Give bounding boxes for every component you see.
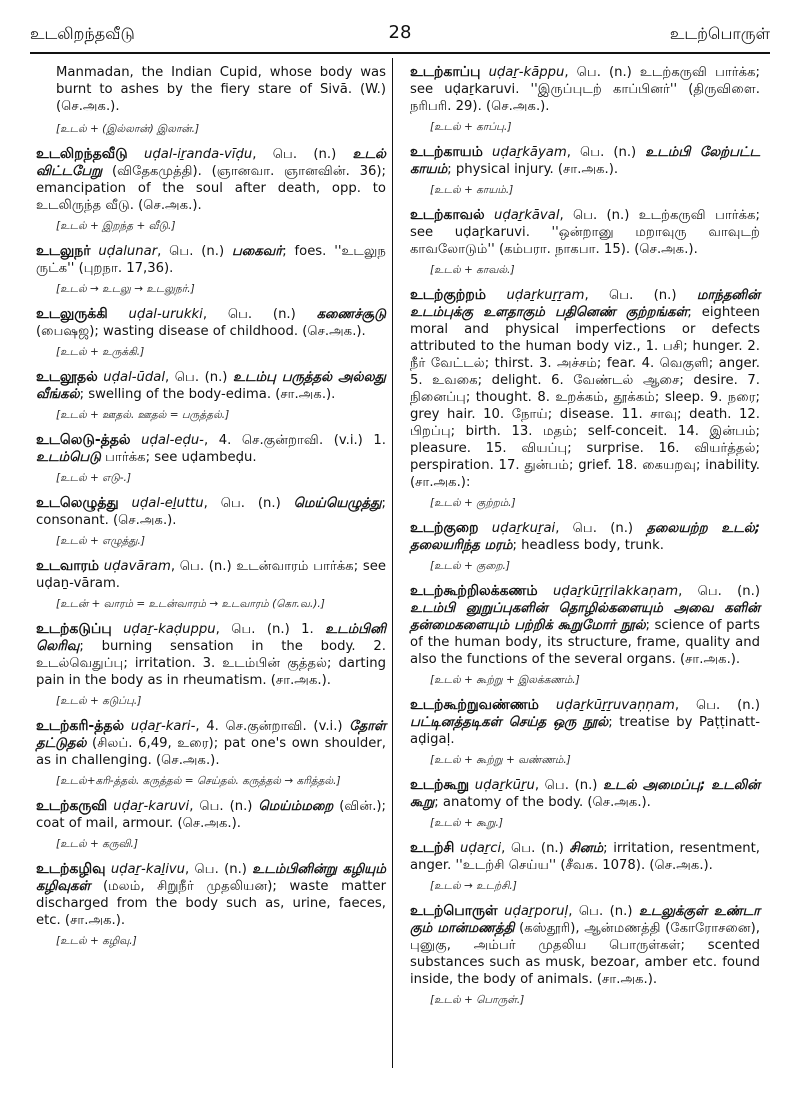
entry-definition: ; irritation, resentment, anger. ''உடற்சி செய்ய'' (சீவக. 1078). (செ.அக.). [410, 841, 760, 873]
entry-etymology: [உடல் + குற்றம்.] [430, 497, 516, 509]
entry-definition: ; physical injury. (சா.அக.). [447, 162, 619, 177]
entry-definition: உடற்கருவி பார்க்க; see uḍaṟkaruvi. ''ஒன்றானு மறாவுரு வாவுடற் காவலோடும்'' (கம்பரா. நாகபா. 15). (செ.அக.). [410, 208, 760, 257]
entry-tamil-definition: உடலுக்குள் உண்டா கும் மான்மணத்தி [410, 904, 760, 936]
column-divider [392, 58, 393, 1068]
entry-tamil-definition: மாந்தனின் உடம்புக்கு உளதாகும் பதினெண் குற்றங்கள் [410, 288, 760, 320]
entry-tamil-definition: உடம்பு பருத்தல் அல்லது வீங்கல் [36, 370, 386, 402]
entry-definition: உடன்வாரம் பார்க்க; see uḍaṉ-vāram. [36, 559, 386, 591]
entry-etymology: [உடன் + வாரம் = உடன்வாரம் → உடவாரம் (கொ.வ.).] [56, 598, 325, 610]
entry-headword: உடற்குற்றம் [410, 287, 487, 303]
dictionary-entry [36, 718, 386, 769]
entry-definition: (வின்.); coat of mail, armour. (செ.அக.). [36, 799, 386, 831]
right-column [410, 64, 760, 1017]
entry-etymology: [உடல் + பொருள்.] [430, 994, 525, 1006]
entry-headword: உடலுநர் [36, 243, 91, 259]
entry-headword: உடற்கூற்றுவண்ணம் [410, 697, 539, 713]
dictionary-entry [410, 144, 760, 178]
entry-etymology: [உடல் → உடற்சி.] [430, 880, 517, 892]
entry-tamil-definition: உடல் விட்டபேறு [36, 147, 386, 179]
entry-grammar: , 4. செ.குன்றாவி. (v.i.) [195, 719, 350, 734]
dictionary-entry [410, 520, 760, 554]
dictionary-entry [36, 495, 386, 529]
dictionary-entry [410, 207, 760, 258]
dictionary-entry [410, 903, 760, 988]
entry-definition: (மலம், சிறுநீர் முதலியன); waste matter discharged from the body such as, urine, faeces, etc. (சா.அக.). [36, 879, 386, 928]
entry-tamil-definition: உடம்பி லேற்பட்ட காயம் [410, 145, 760, 177]
continued-entry-text: Manmadan, the Indian Cupid, whose body was burnt to ashes by the fiery stare of Sivā. (W.) (செ.அக.). [56, 65, 386, 114]
entry-transliteration: uḍal-eḻuttu [131, 496, 204, 511]
entry-headword: உடற்குறை [410, 520, 479, 536]
dictionary-entry [36, 798, 386, 832]
entry-transliteration: uḍal-ūdal [103, 370, 166, 385]
left-column [36, 64, 386, 958]
entry-etymology: [உடல் + கூற்று + வண்ணம்.] [430, 754, 571, 766]
entry-headword: உடலெழுத்து [36, 495, 119, 511]
entry-grammar: , பெ. (n.) [185, 862, 253, 877]
entry-grammar: , பெ. (n.) [189, 799, 259, 814]
entry-tamil-definition: உடம்பினி லெரிவு [36, 622, 386, 654]
entry-definition: (விதேகமுத்தி). (ஞானவா. ஞானவின். 36); emancipation of the soul after death, opp. to உடலிருந்த வீடு. (செ.அக.). [36, 164, 386, 213]
entry-grammar: , பெ. (n.) [534, 778, 604, 793]
entry-tamil-definition: பட்டினத்தடிகள் செய்த ஒரு நூல் [410, 715, 609, 730]
entry-headword: உடற்காயம் [410, 144, 483, 160]
entry-grammar: , பெ. (n.) [568, 904, 639, 919]
left-running-head: உடலிறந்தவீடு [30, 24, 135, 43]
entry-headword: உடற்சி [410, 840, 455, 856]
entry-definition: ; foes. ''உடலுந ருட்க'' (புறநா. 17,36). [36, 244, 386, 276]
entry-etymology: [உடல் + உருக்கி.] [56, 346, 145, 358]
entry-definition: (பைஷஜ); wasting disease of childhood. (செ.அக.). [36, 324, 366, 339]
entry-transliteration: uḍaṟ-kaḻivu [110, 862, 186, 877]
entry-tamil-definition: தோள் தட்டுதல் [36, 719, 386, 751]
dictionary-entry [410, 697, 760, 748]
entry-headword: உடலெடு-த்தல் [36, 432, 131, 448]
right-running-head: உடற்பொருள் [669, 24, 770, 43]
entry-transliteration: uḍaṟkāval [493, 208, 560, 223]
entry-etymology: [உடல் + இறந்த + வீடு.] [56, 220, 176, 232]
entry-tamil-definition: கணைச்சூடு [316, 307, 386, 322]
entry-etymology: [உடல் + கடுப்பு.] [56, 695, 142, 707]
entry-transliteration: uḍal-urukki [128, 307, 203, 322]
entry-grammar: , பெ. (n.) [165, 370, 234, 385]
entry-tamil-definition: சினம் [569, 841, 604, 856]
entry-grammar: , பெ. (n.) [564, 65, 640, 80]
entry-definition: உடற்கருவி பார்க்க; see uḍaṟkaruvi. ''இருப்புடற் காப்பினர்'' (திருவிளை. நரிபரி. 29). (செ.அக.). [410, 65, 760, 114]
entry-headword: உடற்கருவி [36, 798, 108, 814]
entry-definition: (சிலப். 6,49, உரை); pat one's own shoulder, as in challenging. (செ.அக.). [36, 736, 386, 768]
entry-headword: உடற்கூறு [410, 777, 470, 793]
continued-entry-etymology: [உடல் + (இல்லான்) இலான்.] [56, 123, 200, 135]
entry-transliteration: uḍaṟkāyam [492, 145, 567, 160]
entry-definition: ; treatise by Paṭṭinatt-aḍigaḷ. [410, 715, 760, 747]
entry-grammar: , 4. செ.குன்றாவி. (v.i.) 1. [203, 433, 386, 448]
entry-headword: உடலுருக்கி [36, 306, 108, 322]
dictionary-entry [36, 369, 386, 403]
entry-tamil-definition: மெய்ம்மறை [258, 799, 334, 814]
entry-headword: உடலிறந்தவீடு [36, 146, 128, 162]
entry-headword: உடற்காப்பு [410, 64, 481, 80]
header-rule [30, 52, 770, 54]
page-number: 28 [388, 22, 412, 43]
entry-tamil-definition: தலையற்ற உடல்; தலையரிந்த மரம் [410, 521, 760, 553]
entry-etymology: [உடல் + கழிவு.] [56, 935, 137, 947]
entry-transliteration: uḍaṟ-kaḍuppu [123, 622, 216, 637]
dictionary-entry [36, 306, 386, 340]
entry-definition: ; consonant. (செ.அக.). [36, 496, 386, 528]
entry-definition: ; eighteen moral and physical imperfections or defects attributed to the human body viz., 1. பசி; hunger. 2. நீர் வேட்டல்; thirst. 3. அச்சம்; fear. 4. வெகுளி; anger. 5. உவகை; delight. 6. வேண்டல் ஆசை; desire. 7. நினைப்பு; thought. 8. உறக்கம், தூக்கம்; sleep. 9. நரை; grey hair. 10. நோய்; disease. 11. சாவு; death. 12. பிறப்பு; birth. 13. மதம்; self-conceit. 14. இன்பம்; pleasure. 15. வியப்பு; surprise. 16. வியர்த்தல்; perspiration. 17. துன்பம்; grief. 18. கையறவு; inability. (சா.அக.): [410, 305, 760, 490]
entry-grammar: , பெ. (n.) [157, 244, 232, 259]
entry-etymology: [உடல் → உடலு → உடலுநர்.] [56, 283, 195, 295]
entry-grammar: , பெ. (n.) [674, 698, 760, 713]
entry-definition: ; headless body, trunk. [512, 538, 664, 553]
dictionary-entry [36, 146, 386, 214]
entry-grammar: , பெ. (n.) [203, 496, 294, 511]
entry-grammar: , பெ. (n.) [252, 147, 353, 162]
entry-grammar: , பெ. (n.) [584, 288, 697, 303]
entry-transliteration: uḍaṟ-kāppu [488, 65, 565, 80]
entry-etymology: [உடல் + காயம்.] [430, 184, 514, 196]
entry-etymology: [உடல் + கருவி.] [56, 838, 138, 850]
entry-grammar: , பெ. (n.) [501, 841, 570, 856]
entry-transliteration: uḍaṟkūṟu [474, 778, 535, 793]
entry-definition: ; swelling of the body-edima. (சா.அக.). [79, 387, 336, 402]
dictionary-entry [410, 287, 760, 491]
entry-transliteration: uḍaṟ-karuvi [113, 799, 190, 814]
entry-etymology: [உடல் + காவல்.] [430, 264, 515, 276]
entry-tamil-definition: உடம்பெடு [36, 450, 101, 465]
entry-etymology: [உடல் + எடு-.] [56, 472, 131, 484]
entry-etymology: [உடல் + ஊதல். ஊதல் = பருத்தல்.] [56, 409, 230, 421]
entry-transliteration: uḍal-eḍu- [141, 433, 204, 448]
entry-headword: உடற்கடுப்பு [36, 621, 112, 637]
entry-tamil-definition: உடம்பினின்று கழியும் கழிவுகள் [36, 862, 386, 894]
page-header [30, 18, 770, 48]
entry-tamil-definition: மெய்யெழுத்து [293, 496, 382, 511]
dictionary-entry [36, 243, 386, 277]
entry-headword: உடற்கரி-த்தல் [36, 718, 125, 734]
entry-headword: உடற்கூற்றிலக்கணம் [410, 583, 538, 599]
dictionary-entry [410, 840, 760, 874]
entry-tamil-definition: உடம்பி னுறுப்புகளின் தொழில்களையும் அவை களின் தன்மைகளையும் பற்றிக் கூறுமோர் நூல் [410, 601, 760, 633]
entry-headword: உடற்காவல் [410, 207, 485, 223]
dictionary-entry [36, 861, 386, 929]
entry-transliteration: uḍaṟ-kari- [130, 719, 196, 734]
entry-transliteration: uḍaṟkuṟṟam [506, 288, 585, 303]
entry-grammar: , பெ. (n.) [559, 208, 639, 223]
entry-definition: (கஸ்தூரி), ஆன்மணத்தி (கோரோசனை), புனுகு, அம்பர் முதலிய பொருள்கள்; scented substances such as musk, bezoar, amber etc. found inside, the body of animals. (சா.அக.). [410, 921, 760, 987]
entry-transliteration: uḍavāram [103, 559, 171, 574]
entry-transliteration: uḍaṟci [460, 841, 502, 856]
entry-tamil-definition: பகைவர் [231, 244, 283, 259]
entry-definition: பார்க்க; see uḍambeḍu. [100, 450, 257, 465]
entry-transliteration: uḍaṟkuṟai [491, 521, 556, 536]
entry-etymology: [உடல் + காப்பு.] [430, 121, 512, 133]
entry-etymology: [உடல்+கரி-த்தல். கருத்தல் = செய்தல். கருத்தல் → கரித்தல்.] [56, 775, 341, 787]
entry-etymology: [உடல் + கூற்று + இலக்கணம்.] [430, 674, 580, 686]
entry-definition: ; anatomy of the body. (செ.அக.). [434, 795, 651, 810]
entry-transliteration: uḍaṟporuḷ [504, 904, 569, 919]
entry-headword: உடற்கழிவு [36, 861, 106, 877]
entry-transliteration: uḍalunar [98, 244, 158, 259]
entry-definition: ; science of parts of the human body, its structure, frame, quality and also the functions of the several organs. (சா.அக.). [410, 618, 760, 667]
dictionary-entry [410, 583, 760, 668]
entry-grammar: , பெ. (n.) 1. [215, 622, 326, 637]
dictionary-entry [36, 558, 386, 592]
entry-transliteration: uḍal-iṟanda-vīḍu [144, 147, 253, 162]
entry-etymology: [உடல் + குறை.] [430, 560, 510, 572]
entry-grammar: , பெ. (n.) [202, 307, 317, 322]
entry-grammar: , பெ. (n.) [170, 559, 237, 574]
entry-headword: உடலூதல் [36, 369, 98, 385]
entry-grammar: , பெ. (n.) [566, 145, 646, 160]
entry-grammar: , பெ. (n.) [555, 521, 647, 536]
entry-etymology: [உடல் + எழுத்து.] [56, 535, 145, 547]
dictionary-entry [410, 777, 760, 811]
entry-transliteration: uḍaṟkūṟṟuvaṇṇam [555, 698, 675, 713]
entry-definition: ; burning sensation in the body. 2. உடல்வெதுப்பு; irritation. 3. உடம்பின் குத்தல்; darting pain in the body as in rheumatism. (சா.அக.). [36, 639, 386, 688]
entry-headword: உடவாரம் [36, 558, 100, 574]
dictionary-entry [410, 64, 760, 115]
entry-tamil-definition: உடல் அமைப்பு; உடலின் கூறு [410, 778, 760, 810]
entry-headword: உடற்பொருள் [410, 903, 498, 919]
entry-etymology: [உடல் + கூறு.] [430, 817, 503, 829]
entry-grammar: , பெ. (n.) [678, 584, 760, 599]
entry-transliteration: uḍaṟkūṟṟilakkaṇam [552, 584, 679, 599]
dictionary-entry [36, 432, 386, 466]
dictionary-entry [36, 621, 386, 689]
